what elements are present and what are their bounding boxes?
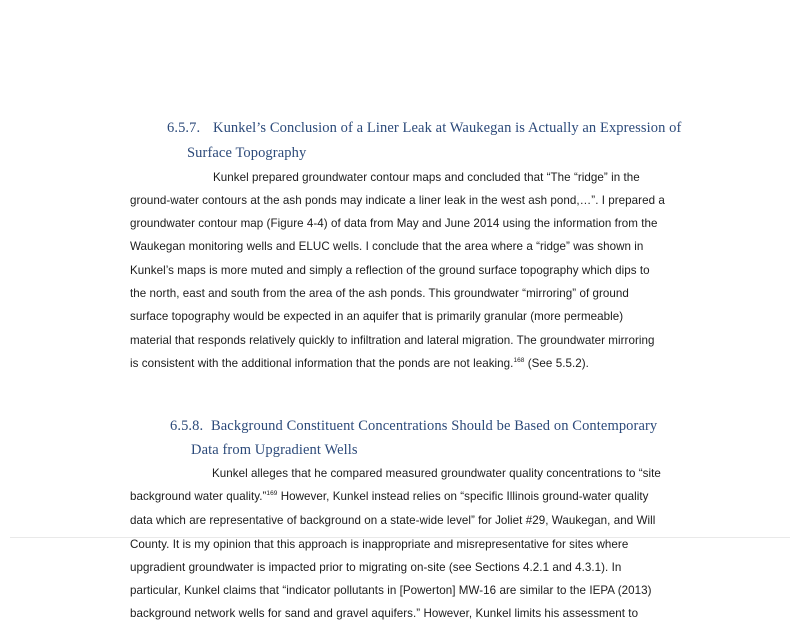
section-657-line-9-text: is consistent with the additional information that the ponds are not leaking. [130, 357, 514, 370]
section-657-line-5: Kunkel’s maps is more muted and simply a reflection of the ground surface topography which dips to [130, 264, 650, 277]
section-658-number: 6.5.8. [170, 418, 204, 434]
section-657-title-line2: Surface Topography [187, 145, 307, 161]
section-657-line-6: the north, east and south from the area of the ash ponds. This groundwater “mirroring” of ground [130, 287, 629, 300]
section-658-line-5: upgradient groundwater is impacted prior to migrating on-site (see Sections 4.2.1 and 4.3.1). In [130, 561, 622, 574]
section-657-line-3: groundwater contour map (Figure 4-4) of data from May and June 2014 using the information from the [130, 217, 658, 230]
section-658-line-2 [130, 490, 648, 503]
section-658-line-2-tail: However, Kunkel instead relies on “specific Illinois ground-water quality [277, 490, 649, 503]
section-657-line-2: ground-water contours at the ash ponds may indicate a liner leak in the west ash pond,…”. I prepared a [130, 194, 665, 207]
section-658-title-line1: Background Constituent Concentrations Should be Based on Contemporary [211, 418, 658, 434]
footnote-ref-169[interactable]: 169 [266, 490, 278, 497]
section-657-line-9 [130, 357, 589, 370]
section-658-title-line2: Data from Upgradient Wells [191, 442, 358, 458]
section-657-line-1: Kunkel prepared groundwater contour maps and concluded that “The “ridge” in the [213, 171, 640, 184]
footnote-ref-168[interactable]: 168 [513, 357, 525, 364]
section-658-line-6: particular, Kunkel claims that “indicator pollutants in [Powerton] MW-16 are similar to the IEPA (2013) [130, 584, 652, 597]
section-658-line-3: data which are representative of background on a state-wide level” for Joliet #29, Waukegan, and Will [130, 514, 656, 527]
section-658-line-7: background network wells for sand and gravel aquifers.” However, Kunkel limits his assessment to [130, 607, 639, 620]
section-658-line-4: County. It is my opinion that this approach is inappropriate and misrepresentative for sites where [130, 538, 629, 551]
section-658-heading [170, 418, 657, 435]
section-657-line-7: surface topography would be expected in an aquifer that is primarily granular (more permeable) [130, 310, 624, 323]
section-657-line-4: Waukegan monitoring wells and ELUC wells. I conclude that the area where a “ridge” was shown in [130, 240, 644, 253]
section-657-line-9-tail: (See 5.5.2). [524, 357, 589, 370]
section-657-number: 6.5.7. [167, 120, 201, 136]
section-658-line-1: Kunkel alleges that he compared measured groundwater quality concentrations to “site [212, 467, 661, 480]
section-657-heading [167, 120, 681, 137]
section-658-line-2-text: background water quality.” [130, 490, 267, 503]
section-657-line-8: material that responds relatively quickly to infiltration and lateral migration. The groundwater mirroring [130, 334, 655, 347]
section-657-title-line1: Kunkel’s Conclusion of a Liner Leak at Waukegan is Actually an Expression of [213, 120, 682, 136]
